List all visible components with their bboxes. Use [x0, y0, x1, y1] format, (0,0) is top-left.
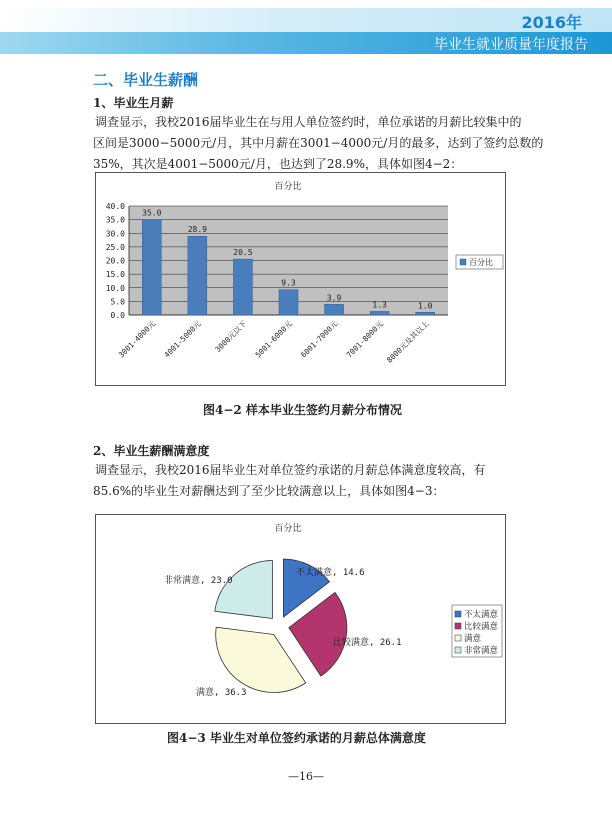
slice-label: 满意, 36.3: [196, 688, 247, 698]
legend-label: 百分比: [469, 258, 493, 267]
y-tick-label: 20.0: [105, 256, 125, 266]
bar-chart-frame: [95, 172, 506, 386]
legend-swatch: [460, 259, 466, 265]
bar: [416, 312, 435, 315]
paragraph-line: 调查显示，我校2016届毕业生对单位签约承诺的月薪总体满意度较高，有: [95, 463, 486, 477]
section-heading: 二、毕业生薪酬: [93, 71, 199, 89]
slice-label: 不太满意, 14.6: [296, 568, 365, 578]
y-tick-label: 5.0: [110, 297, 125, 307]
x-tick-label: 3000元以下: [213, 319, 249, 355]
data-label: 20.5: [233, 248, 253, 258]
pie-chart-frame: [95, 514, 506, 724]
chart-legend: [452, 605, 502, 657]
data-label: 28.9: [187, 225, 207, 235]
header-year-band: [0, 8, 612, 32]
slice-label: 比较满意, 26.1: [333, 638, 402, 648]
paragraph-line: 35%，其次是4001−5000元/月，也达到了28.9%，具体如图4−2：: [93, 157, 463, 171]
legend-swatch: [455, 611, 461, 617]
x-tick-label: 7001-8000元: [344, 319, 386, 360]
y-tick-label: 10.0: [105, 283, 125, 293]
y-tick-label: 30.0: [105, 229, 125, 239]
x-tick-label: 5001-6000元: [253, 319, 294, 360]
chart-title: 百分比: [274, 182, 302, 192]
figure-caption-salary: 图4−2 样本毕业生签约月薪分布情况: [203, 403, 402, 417]
paragraph-line: 85.6%的毕业生对薪酬达到了至少比较满意以上，具体如图4−3：: [93, 484, 445, 498]
bar: [233, 259, 252, 315]
legend-label: 满意: [464, 634, 482, 644]
x-tick-label: 3001-4000元: [116, 319, 158, 360]
bar: [370, 311, 389, 315]
legend-label: 不太满意: [464, 610, 499, 620]
header-title: 毕业生就业质量年度报告: [434, 37, 588, 53]
bar-chart: [96, 173, 505, 385]
bar: [142, 220, 161, 315]
data-label: 35.0: [142, 208, 162, 218]
pie-slice: [216, 627, 306, 692]
figure-caption-satisfaction: 图4−3 毕业生对单位签约承诺的月薪总体满意度: [167, 731, 426, 745]
paragraph-line: 调查显示，我校2016届毕业生在与用人单位签约时，单位承诺的月薪比较集中的: [95, 115, 522, 129]
chart-legend: [456, 255, 503, 269]
x-tick-label: 4001-5000元: [162, 319, 203, 360]
data-label: 1.3: [372, 300, 387, 310]
y-tick-label: 25.0: [105, 242, 125, 252]
bar: [188, 236, 207, 315]
pie-slice: [215, 560, 273, 618]
chart-title: 百分比: [274, 524, 302, 534]
y-tick-label: 15.0: [105, 270, 125, 280]
pie-chart: [96, 515, 505, 723]
y-tick-label: 40.0: [105, 202, 125, 211]
legend-swatch: [455, 647, 461, 653]
data-label: 9.3: [281, 278, 296, 288]
legend-label: 非常满意: [464, 646, 499, 656]
header-year: 2016年: [521, 13, 582, 32]
page-number: —16—: [288, 770, 324, 783]
data-label: 3.9: [326, 293, 342, 303]
y-tick-label: 0.0: [110, 311, 125, 320]
slice-label: 非常满意, 23.0: [164, 576, 233, 586]
x-tick-label: 8000元及其以上: [384, 319, 431, 365]
legend-swatch: [455, 623, 461, 629]
paragraph-line: 区间是3000−5000元/月，其中月薪在3001−4000元/月的最多，达到了签约总数的: [93, 136, 544, 150]
paragraph-salary: [93, 112, 555, 175]
bar: [279, 290, 298, 315]
data-label: 1.0: [417, 301, 433, 311]
x-tick-label: 6001-7000元: [299, 319, 340, 360]
legend-swatch: [455, 635, 461, 641]
subsection-heading-satisfaction: 2、毕业生薪酬满意度: [93, 444, 210, 458]
bar: [325, 304, 344, 315]
y-tick-label: 35.0: [105, 215, 125, 225]
legend-label: 比较满意: [464, 622, 499, 632]
paragraph-satisfaction: [93, 460, 555, 502]
subsection-heading-salary: 1、毕业生月薪: [93, 96, 174, 110]
